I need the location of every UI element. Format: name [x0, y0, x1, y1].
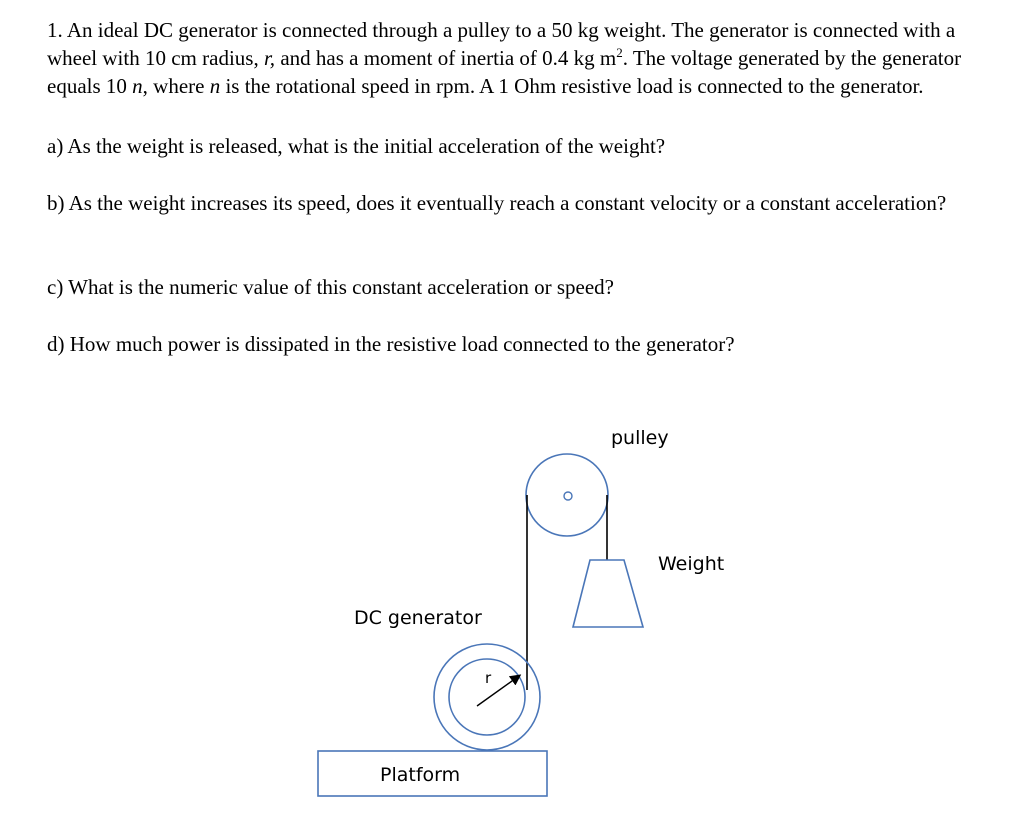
intro-text-4: , where — [142, 74, 210, 98]
radius-arrow — [477, 676, 519, 706]
weight-label: Weight — [658, 553, 725, 575]
question-b: b) As the weight increases its speed, does it eventually reach a constant velocity or a constant acceleration? — [47, 191, 947, 215]
exponent-2: 2 — [616, 45, 623, 60]
question-c: c) What is the numeric value of this constant acceleration or speed? — [47, 275, 614, 299]
question-a: a) As the weight is released, what is the initial acceleration of the weight? — [47, 134, 666, 158]
question-d: d) How much power is dissipated in the resistive load connected to the generator? — [47, 332, 735, 356]
intro-text-5: is the rotational speed in rpm. A 1 Ohm resistive load is connected to the generator. — [220, 74, 924, 98]
radius-variable: r, — [263, 46, 276, 70]
intro-text-1: 1. An ideal DC generator is connected through a pulley to a 50 kg weight. The generator is connected with a wheel with 10 cm radius, — [47, 18, 956, 70]
platform-label: Platform — [380, 764, 461, 786]
pulley-wheel — [526, 454, 608, 536]
generator-outer-wheel — [434, 644, 540, 750]
pulley-axle — [564, 492, 572, 500]
speed-variable-2: n — [209, 74, 221, 98]
dc-generator-label: DC generator — [354, 607, 482, 629]
intro-text-2: and has a moment of inertia of 0.4 kg m — [275, 46, 617, 70]
pulley-label: pulley — [611, 427, 669, 449]
radius-label: r — [485, 669, 492, 687]
weight-block — [573, 560, 643, 627]
speed-variable-1: n — [132, 74, 143, 98]
intro-text-3: . The voltage generated by the generator equals 10 — [47, 46, 962, 98]
